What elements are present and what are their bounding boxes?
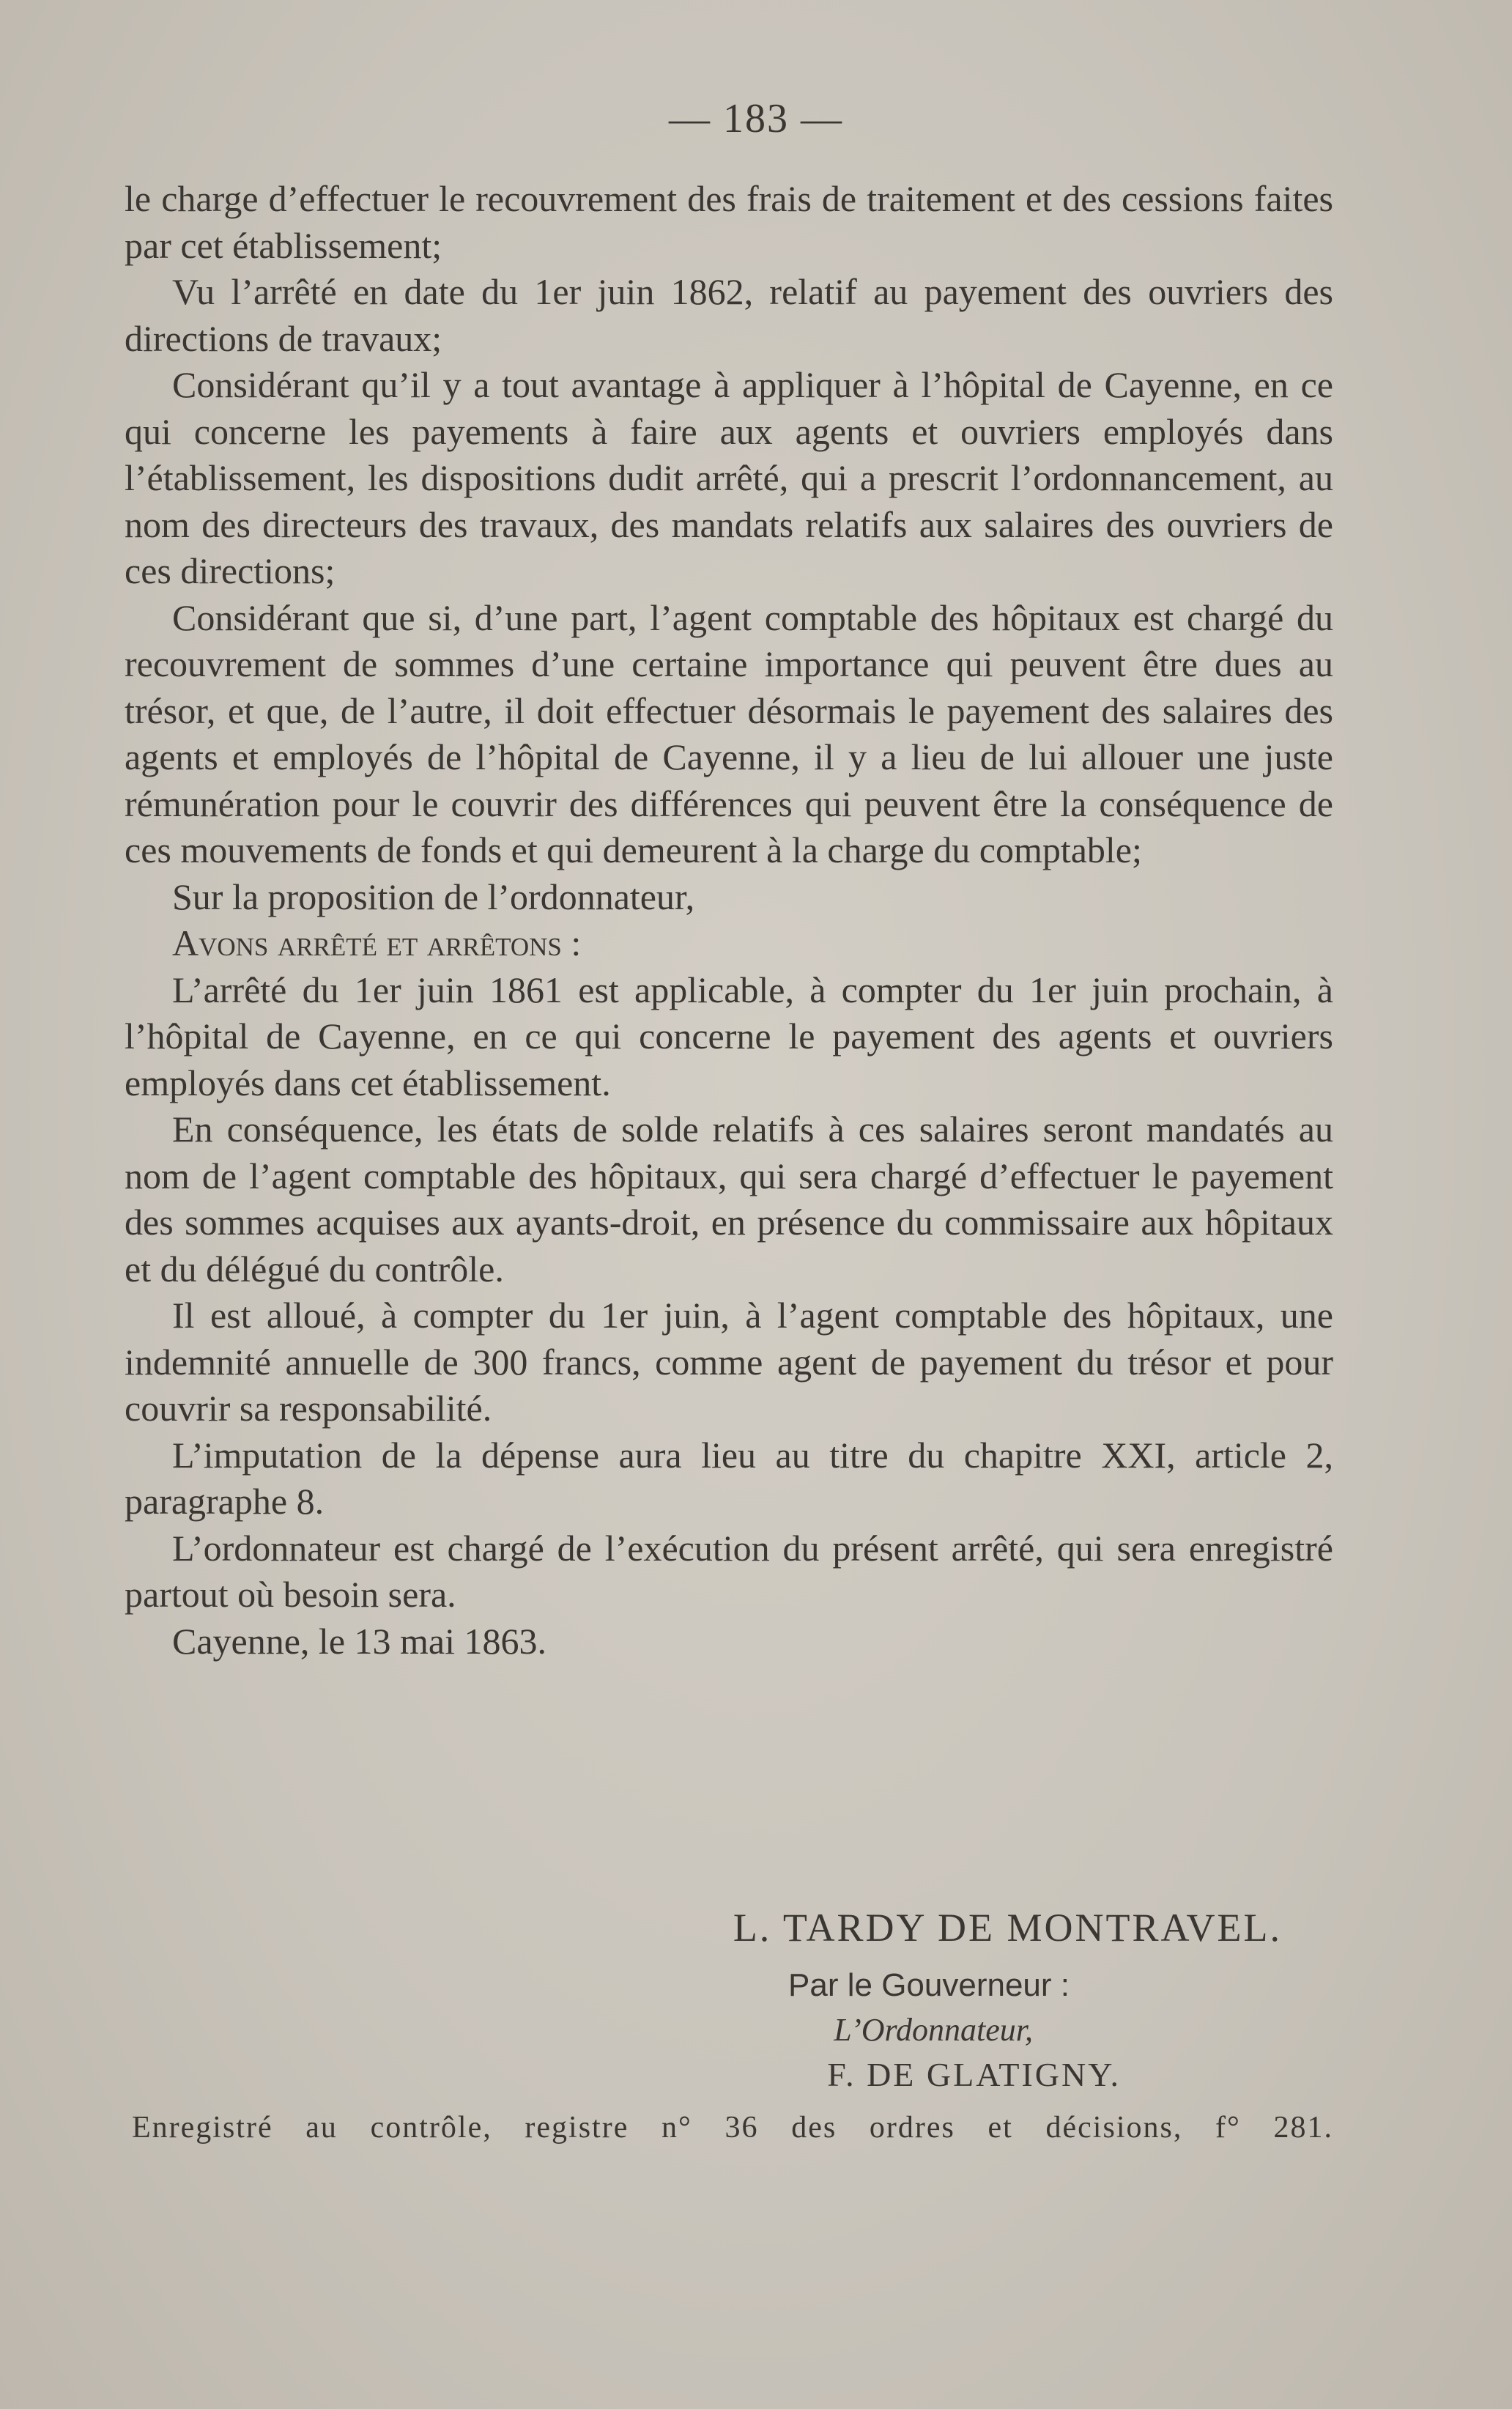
paragraph-proposition: Sur la proposition de l’ordonnateur,: [172, 876, 695, 917]
by-governor-line: Par le Gouverneur :: [788, 1967, 1070, 2003]
paragraph-vu-arrete: Vu l’arrêté en date du 1er juin 1862, relatif au payement des ouvriers des directions de travaux;: [125, 271, 1333, 359]
ordonnateur-role: L’Ordonnateur,: [834, 2012, 1033, 2048]
article-4: L’imputation de la dépense aura lieu au titre du chapitre XXI, article 2, paragraphe 8.: [125, 1434, 1333, 1522]
article-5: L’ordonnateur est chargé de l’exécution du présent arrêté, qui sera enregistré partout où besoin sera.: [125, 1527, 1333, 1615]
article-1: L’arrêté du 1er juin 1861 est applicable, à compter du 1er juin prochain, à l’hôpital de Cayenne, en ce qui concerne le payement des agents et ouvriers employés dans cet établissement.: [125, 969, 1333, 1103]
page-number: — 183 —: [669, 96, 843, 141]
article-3: Il est alloué, à compter du 1er juin, à l’agent comptable des hôpitaux, une indemnité annuelle de 300 francs, comme agent de payement du trésor et pour couvrir sa responsabilité.: [125, 1295, 1333, 1429]
paragraph-cessions: le charge d’effectuer le recouvrement des frais de traitement et des cessions faites par cet établissement;: [125, 178, 1333, 266]
decree-body: [125, 176, 1333, 1665]
registration-note: Enregistré au contrôle, registre n° 36 des ordres et décisions, f° 281.: [132, 2111, 1333, 2145]
governor-signature: L. TARDY DE MONTRAVEL.: [733, 1906, 1282, 1950]
decree-heading: Avons arrêté et arrêtons :: [172, 922, 582, 963]
article-2: En conséquence, les états de solde relatifs à ces salaires seront mandatés au nom de l’agent comptable des hôpitaux, qui sera chargé d’effectuer le payement des sommes acquises aux ayants-droit, en présence du commissaire aux hôpitaux et du délégué du contrôle.: [125, 1109, 1333, 1289]
paragraph-considerant-2: Considérant que si, d’une part, l’agent comptable des hôpitaux est chargé du recouvrement de sommes d’une certaine importance qui peuvent être dues au trésor, et que, de l’autre, il doit effectuer désormais le payement des salaires des agents et employés de l’hôpital de Cayenne, il y a lieu de lui allouer une juste rémunération pour le couvrir des différences qui peuvent être la conséquence de ces mouvements de fonds et qui demeurent à la charge du comptable;: [125, 596, 1333, 870]
ordonnateur-signature: F. DE GLATIGNY.: [827, 2056, 1121, 2093]
paragraph-considerant-1: Considérant qu’il y a tout avantage à appliquer à l’hôpital de Cayenne, en ce qui concerne les payements à faire aux agents et ouvriers employés dans l’établissement, les dispositions dudit arrêté, qui a prescrit l’ordonnancement, au nom des directeurs des travaux, des mandats relatifs aux salaires des ouvriers de ces directions;: [125, 364, 1333, 591]
place-date: Cayenne, le 13 mai 1863.: [172, 1620, 546, 1662]
